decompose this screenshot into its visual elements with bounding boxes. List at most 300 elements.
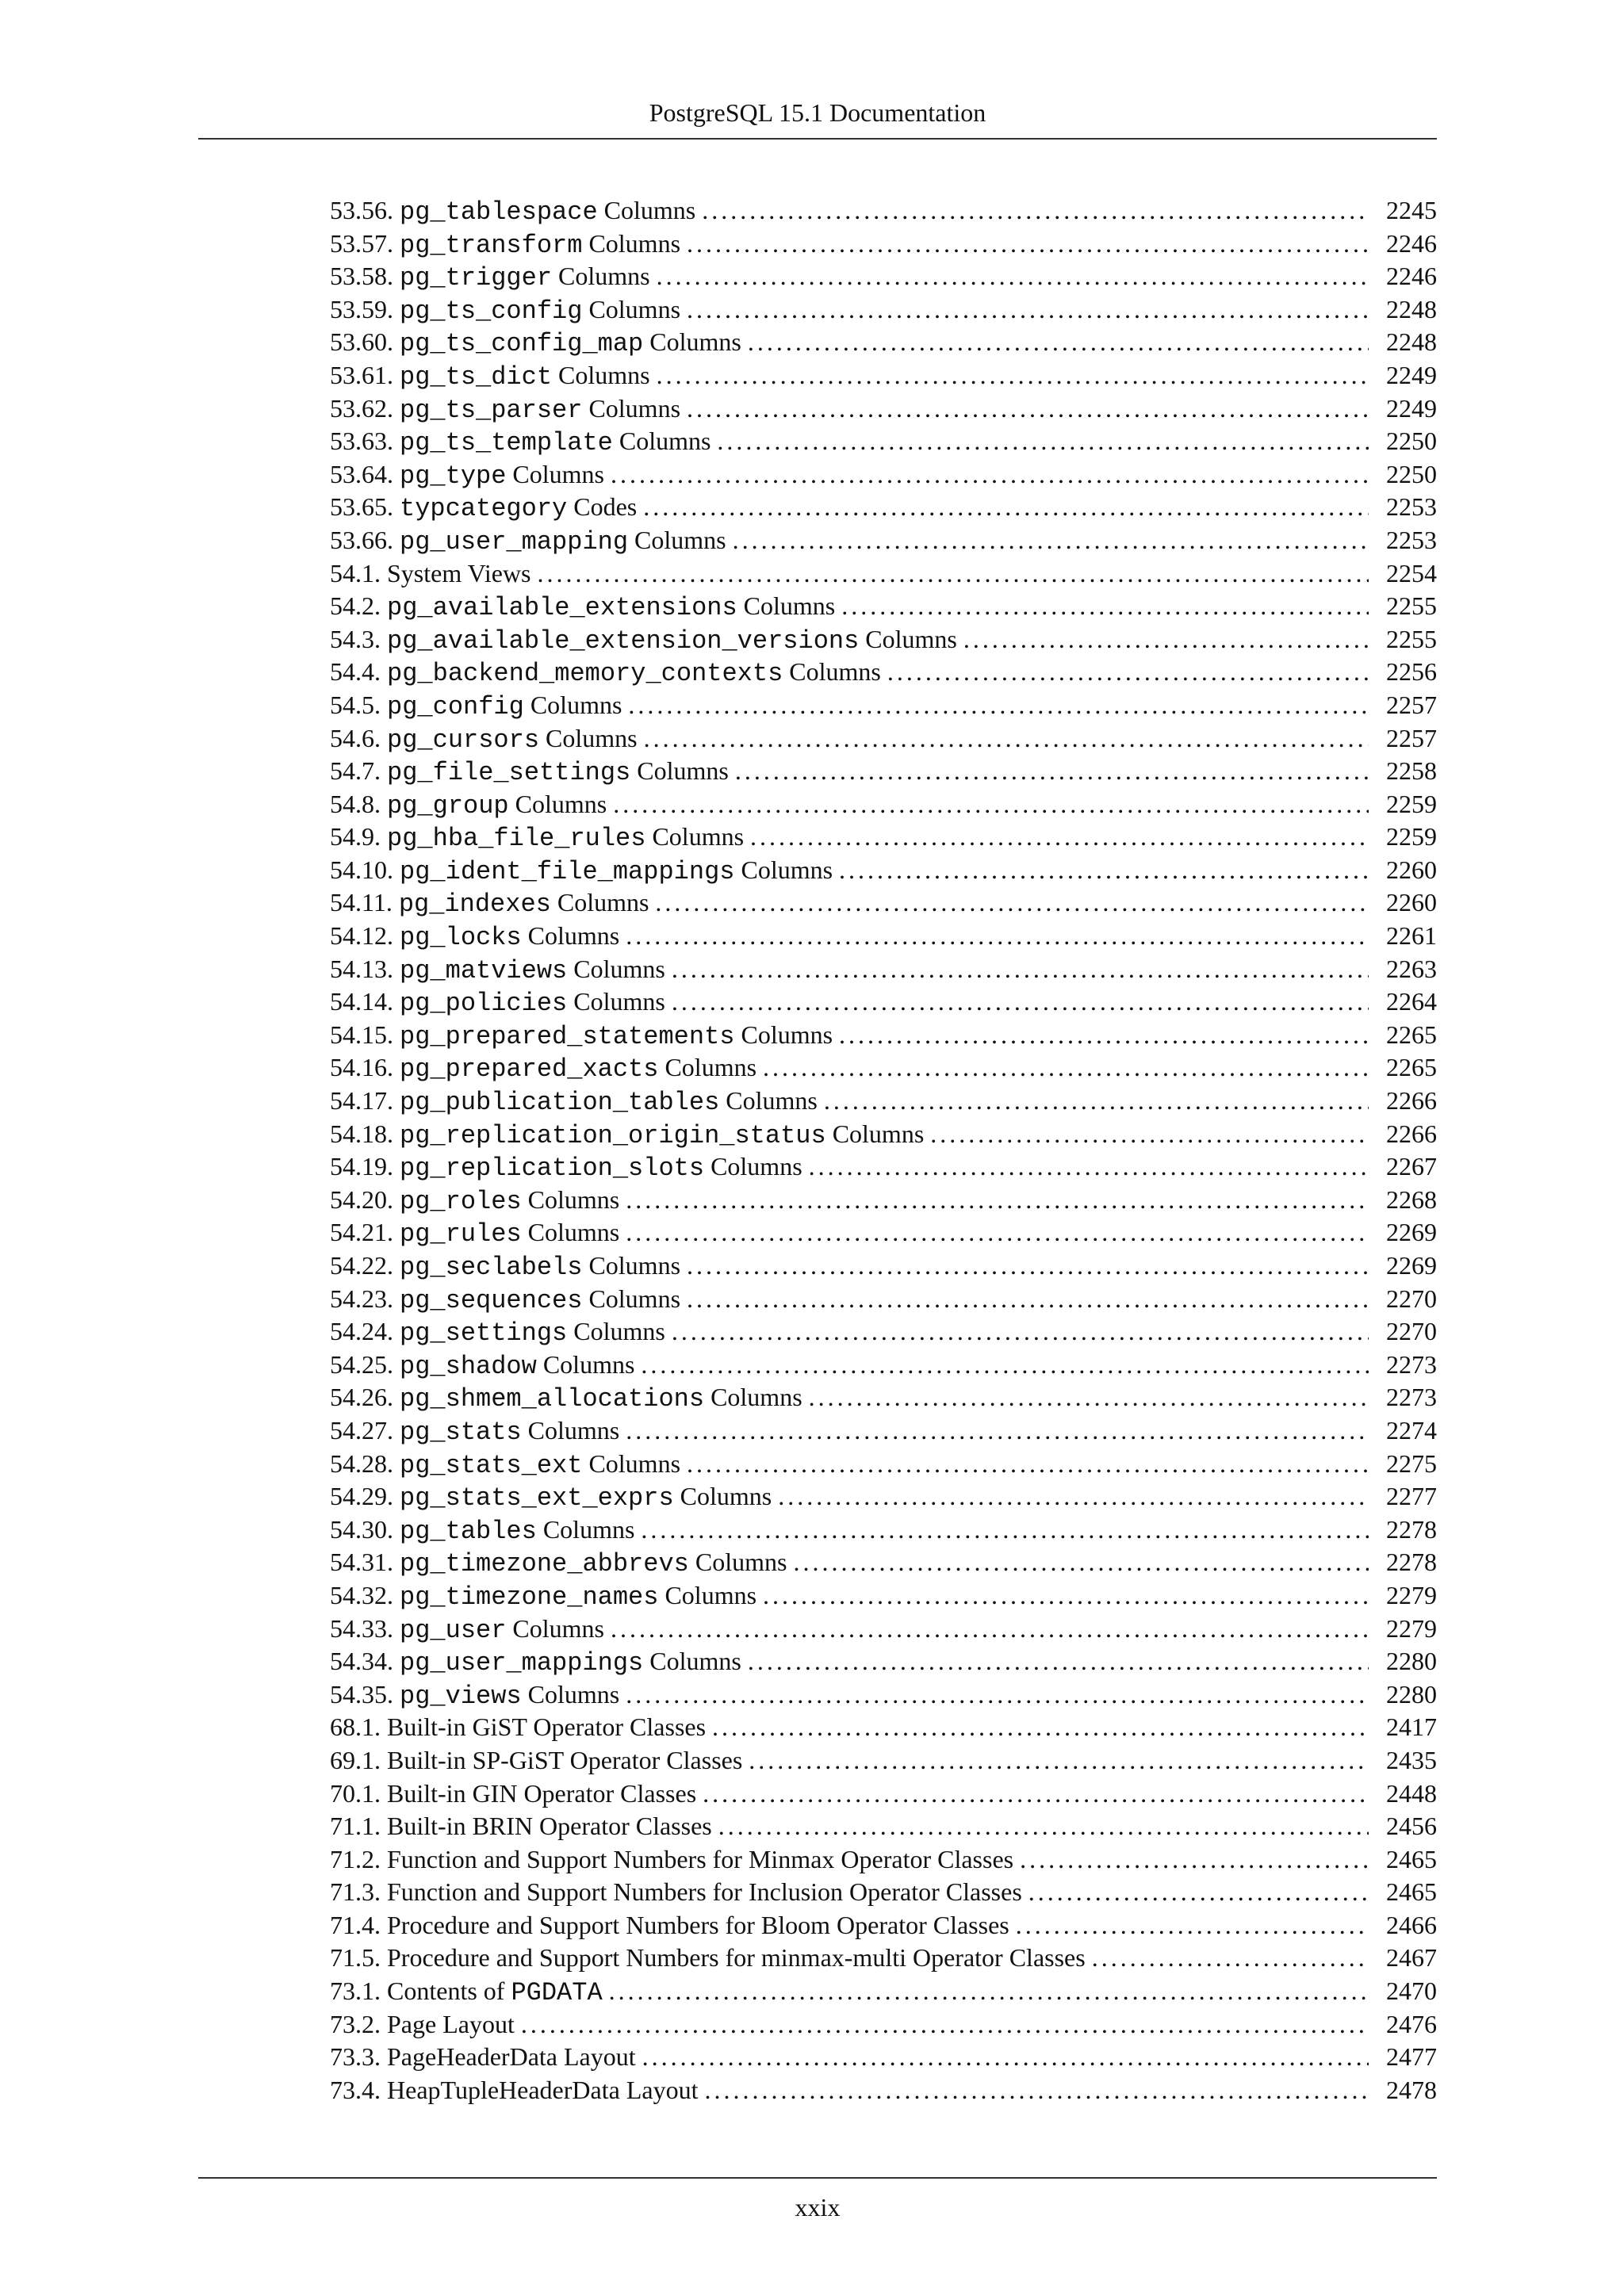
entry-number: 73.3. — [330, 2042, 381, 2072]
entry-title: Built-in GiST Operator Classes — [387, 1712, 707, 1742]
entry-page-number: 2257 — [1386, 690, 1437, 719]
toc-entry[interactable] — [330, 524, 1437, 557]
dot-leader — [718, 1810, 1369, 1843]
dot-leader — [712, 1711, 1369, 1744]
toc-entry[interactable] — [330, 2008, 1437, 2042]
dot-leader — [733, 524, 1369, 557]
page-number: xxix — [795, 2193, 841, 2221]
entry-number: 54.7. — [330, 756, 381, 786]
dot-leader — [963, 623, 1369, 656]
entry-code: pg_trigger — [400, 263, 553, 293]
entry-title: Columns — [588, 1284, 681, 1313]
entry-title: Columns — [649, 1647, 741, 1676]
entry-page-number: 2253 — [1386, 492, 1437, 522]
entry-page-number: 2259 — [1386, 789, 1437, 818]
entry-page-number: 2246 — [1386, 262, 1437, 291]
dot-leader — [687, 392, 1369, 426]
dot-leader — [655, 886, 1369, 920]
entry-number: 53.57. — [330, 228, 393, 258]
dot-leader — [824, 1085, 1369, 1118]
entry-code: pg_settings — [400, 1318, 568, 1349]
entry-number: 73.4. — [330, 2075, 381, 2104]
dot-leader — [626, 1216, 1369, 1249]
dot-leader — [538, 557, 1369, 591]
toc-entry[interactable] — [330, 590, 1437, 623]
entry-title: Columns — [726, 1086, 818, 1115]
entry-title: Columns — [573, 954, 665, 983]
entry-title: Built-in BRIN Operator Classes — [387, 1812, 712, 1841]
toc-entry[interactable] — [330, 1414, 1437, 1448]
toc-entry[interactable] — [330, 293, 1437, 327]
footer-divider — [198, 2177, 1437, 2179]
toc-entry[interactable] — [330, 1216, 1437, 1249]
entry-code: pg_seclabels — [400, 1253, 583, 1282]
entry-code: pg_policies — [400, 989, 568, 1019]
entry-title: Columns — [546, 723, 638, 752]
toc-entry[interactable] — [330, 1975, 1437, 2008]
entry-code: pg_stats_ext — [400, 1450, 583, 1480]
entry-number: 54.16. — [330, 1053, 393, 1082]
entry-page-number: 2253 — [1386, 525, 1437, 554]
entry-number: 54.28. — [330, 1448, 393, 1478]
entry-number: 71.4. — [330, 1910, 381, 1939]
entry-page-number: 2257 — [1386, 723, 1437, 752]
toc-entry[interactable] — [330, 886, 1437, 920]
dot-leader — [611, 1613, 1369, 1646]
entry-page-number: 2273 — [1386, 1349, 1437, 1379]
entry-code: pg_sequences — [400, 1285, 583, 1315]
entry-title: Columns — [588, 393, 681, 423]
entry-number: 54.35. — [330, 1679, 393, 1709]
entry-code: pg_user_mapping — [400, 526, 629, 557]
toc-entry[interactable] — [330, 1480, 1437, 1513]
entry-title: Columns — [743, 591, 836, 621]
dot-leader — [642, 2041, 1369, 2074]
entry-page-number: 2465 — [1386, 1877, 1437, 1907]
dot-leader — [702, 194, 1369, 228]
entry-title: Columns — [588, 228, 681, 258]
dot-leader — [626, 920, 1369, 953]
toc-entry[interactable] — [330, 1909, 1437, 1942]
entry-code: pg_tablespace — [400, 197, 598, 227]
entry-number: 71.5. — [330, 1943, 381, 1973]
entry-title: Columns — [665, 1053, 757, 1082]
dot-leader — [687, 293, 1369, 327]
toc-entry[interactable] — [330, 854, 1437, 887]
entry-code: pg_type — [400, 461, 507, 491]
entry-code: pg_hba_file_rules — [387, 824, 646, 854]
dot-leader — [521, 2008, 1369, 2042]
entry-title: Columns — [573, 1317, 665, 1346]
entry-page-number: 2246 — [1386, 228, 1437, 258]
entry-number: 54.24. — [330, 1317, 393, 1346]
entry-number: 73.1. — [330, 1976, 381, 2006]
toc-entry[interactable] — [330, 1513, 1437, 1547]
entry-code: pg_prepared_xacts — [400, 1054, 659, 1085]
entry-page-number: 2266 — [1386, 1086, 1437, 1115]
entry-title: Page Layout — [387, 2009, 515, 2038]
entry-title: Columns — [652, 822, 745, 851]
entry-number: 54.14. — [330, 987, 393, 1016]
dot-leader — [672, 1315, 1369, 1349]
entry-number: 54.22. — [330, 1251, 393, 1280]
entry-number: 68.1. — [330, 1712, 381, 1742]
entry-code: pg_user — [400, 1615, 507, 1645]
toc-entry[interactable] — [330, 755, 1437, 788]
entry-number: 53.65. — [330, 492, 393, 522]
entry-number: 54.11. — [330, 888, 393, 917]
entry-title: HeapTupleHeaderData Layout — [387, 2075, 699, 2104]
entry-page-number: 2249 — [1386, 360, 1437, 389]
entry-code: pg_matviews — [400, 955, 568, 985]
entry-number: 53.61. — [330, 360, 393, 389]
dot-leader — [643, 491, 1369, 524]
entry-number: 54.21. — [330, 1218, 393, 1247]
entry-page-number: 2248 — [1386, 327, 1437, 357]
entry-code: pg_tables — [400, 1516, 537, 1546]
entry-number: 54.1. — [330, 558, 381, 587]
dot-leader — [841, 590, 1369, 623]
entry-page-number: 2250 — [1386, 459, 1437, 488]
entry-code: pg_user_mappings — [400, 1648, 644, 1678]
entry-page-number: 2470 — [1386, 1976, 1437, 2006]
toc-entry[interactable] — [330, 260, 1437, 293]
entry-code: pg_prepared_statements — [400, 1021, 735, 1051]
toc-entry[interactable] — [330, 1942, 1437, 1975]
running-header — [198, 90, 1437, 140]
dot-leader — [735, 755, 1369, 788]
entry-number: 54.19. — [330, 1152, 393, 1181]
dot-leader — [793, 1546, 1369, 1579]
entry-number: 54.13. — [330, 954, 393, 983]
toc-entry[interactable] — [330, 228, 1437, 261]
table-of-contents-list — [330, 194, 1437, 2107]
toc-entry[interactable] — [330, 623, 1437, 656]
entry-code: pg_locks — [400, 923, 522, 953]
toc-entry[interactable] — [330, 1744, 1437, 1777]
dot-leader — [703, 1777, 1369, 1811]
entry-code: PGDATA — [511, 1978, 603, 2008]
entry-title: Contents of — [387, 1976, 505, 2006]
entry-number: 54.6. — [330, 723, 381, 752]
dot-leader — [641, 1513, 1369, 1547]
entry-page-number: 2256 — [1386, 657, 1437, 687]
toc-entry[interactable] — [330, 788, 1437, 821]
entry-page-number: 2270 — [1386, 1284, 1437, 1313]
entry-page-number: 2280 — [1386, 1679, 1437, 1709]
entry-title: Codes — [573, 492, 638, 522]
toc-entry[interactable] — [330, 722, 1437, 756]
toc-entry[interactable] — [330, 326, 1437, 359]
toc-entry[interactable] — [330, 491, 1437, 524]
dot-leader — [887, 656, 1369, 689]
dot-leader — [748, 326, 1369, 359]
entry-title: Columns — [710, 1383, 802, 1412]
entry-page-number: 2250 — [1386, 427, 1437, 456]
entry-title: System Views — [387, 558, 531, 587]
dot-leader — [778, 1480, 1369, 1513]
toc-entry[interactable] — [330, 953, 1437, 986]
entry-page-number: 2478 — [1386, 2075, 1437, 2104]
entry-number: 54.23. — [330, 1284, 393, 1313]
entry-page-number: 2279 — [1386, 1580, 1437, 1609]
entry-code: pg_transform — [400, 230, 583, 260]
entry-number: 54.18. — [330, 1119, 393, 1148]
toc-entry[interactable] — [330, 1711, 1437, 1744]
entry-number: 54.34. — [330, 1647, 393, 1676]
entry-page-number: 2465 — [1386, 1844, 1437, 1873]
entry-title: Columns — [558, 262, 650, 291]
entry-title: Columns — [603, 196, 696, 224]
entry-code: pg_ident_file_mappings — [400, 856, 735, 886]
toc-entry[interactable] — [330, 1051, 1437, 1085]
dot-leader — [687, 1283, 1369, 1316]
document-title: PostgreSQL 15.1 Documentation — [649, 98, 986, 127]
toc-entry[interactable] — [330, 458, 1437, 492]
dot-leader — [809, 1150, 1369, 1184]
toc-entry[interactable] — [330, 425, 1437, 458]
entry-page-number: 2476 — [1386, 2009, 1437, 2038]
entry-number: 54.20. — [330, 1184, 393, 1214]
entry-number: 54.30. — [330, 1514, 393, 1544]
entry-page-number: 2268 — [1386, 1184, 1437, 1214]
entry-page-number: 2466 — [1386, 1910, 1437, 1939]
entry-code: typcategory — [400, 494, 568, 524]
entry-number: 71.3. — [330, 1877, 381, 1907]
entry-page-number: 2477 — [1386, 2042, 1437, 2072]
toc-entry[interactable] — [330, 985, 1437, 1019]
entry-number: 54.32. — [330, 1580, 393, 1609]
toc-entry[interactable] — [330, 2074, 1437, 2107]
entry-number: 54.8. — [330, 789, 381, 818]
toc-entry[interactable] — [330, 1613, 1437, 1646]
entry-title: Columns — [527, 1679, 620, 1709]
entry-number: 54.4. — [330, 657, 381, 687]
entry-page-number: 2270 — [1386, 1317, 1437, 1346]
entry-title: Columns — [542, 1514, 635, 1544]
entry-code: pg_ts_template — [400, 428, 613, 458]
entry-title: Columns — [527, 921, 620, 951]
entry-number: 54.3. — [330, 624, 381, 653]
entry-title: Columns — [649, 327, 741, 357]
toc-entry[interactable] — [330, 194, 1437, 228]
entry-code: pg_shadow — [400, 1351, 537, 1381]
dot-leader — [1028, 1876, 1369, 1909]
entry-title: Columns — [542, 1349, 635, 1379]
entry-page-number: 2263 — [1386, 954, 1437, 983]
toc-entry[interactable] — [330, 1645, 1437, 1678]
toc-entry[interactable] — [330, 920, 1437, 953]
dot-leader — [809, 1381, 1369, 1414]
entry-page-number: 2254 — [1386, 558, 1437, 587]
entry-code: pg_timezone_abbrevs — [400, 1549, 689, 1579]
entry-page-number: 2266 — [1386, 1119, 1437, 1148]
entry-number: 54.31. — [330, 1548, 393, 1577]
entry-number: 54.5. — [330, 690, 381, 719]
dot-leader — [750, 821, 1369, 854]
entry-title: Columns — [527, 1184, 620, 1214]
dot-leader — [1092, 1942, 1369, 1975]
entry-title: Procedure and Support Numbers for Bloom Operator Classes — [387, 1910, 1009, 1939]
entry-code: pg_ts_config_map — [400, 329, 644, 359]
toc-entry[interactable] — [330, 1448, 1437, 1481]
dot-leader — [839, 1019, 1369, 1052]
entry-number: 73.2. — [330, 2009, 381, 2038]
entry-page-number: 2261 — [1386, 921, 1437, 951]
toc-entry[interactable] — [330, 1777, 1437, 1811]
entry-number: 53.62. — [330, 393, 393, 423]
entry-page-number: 2245 — [1386, 196, 1437, 224]
entry-page-number: 2448 — [1386, 1778, 1437, 1808]
toc-entry[interactable] — [330, 1085, 1437, 1118]
entry-title: Columns — [695, 1548, 787, 1577]
dot-leader — [628, 689, 1369, 722]
toc-entry[interactable] — [330, 1150, 1437, 1184]
entry-page-number: 2278 — [1386, 1514, 1437, 1544]
entry-page-number: 2255 — [1386, 624, 1437, 653]
toc-entry[interactable] — [330, 557, 1437, 591]
dot-leader — [611, 458, 1369, 492]
dot-leader — [613, 788, 1369, 821]
entry-number: 54.2. — [330, 591, 381, 621]
running-footer — [198, 2185, 1437, 2229]
dot-leader — [626, 1414, 1369, 1448]
entry-number: 53.64. — [330, 459, 393, 488]
dot-leader — [717, 425, 1369, 458]
entry-page-number: 2278 — [1386, 1548, 1437, 1577]
entry-page-number: 2435 — [1386, 1745, 1437, 1774]
dot-leader — [657, 260, 1369, 293]
entry-number: 71.1. — [330, 1812, 381, 1841]
entry-code: pg_ts_parser — [400, 395, 583, 425]
entry-number: 54.29. — [330, 1482, 393, 1511]
entry-page-number: 2264 — [1386, 987, 1437, 1016]
toc-entry[interactable] — [330, 689, 1437, 722]
toc-entry[interactable] — [330, 2041, 1437, 2074]
entry-page-number: 2260 — [1386, 888, 1437, 917]
toc-entry[interactable] — [330, 359, 1437, 392]
entry-page-number: 2279 — [1386, 1613, 1437, 1643]
toc-entry[interactable] — [330, 1349, 1437, 1382]
entry-page-number: 2258 — [1386, 756, 1437, 786]
entry-page-number: 2269 — [1386, 1218, 1437, 1247]
dot-leader — [930, 1118, 1369, 1151]
toc-entry[interactable] — [330, 1546, 1437, 1579]
dot-leader — [609, 1975, 1369, 2008]
entry-title: Built-in GIN Operator Classes — [387, 1778, 697, 1808]
entry-page-number: 2274 — [1386, 1415, 1437, 1445]
entry-page-number: 2265 — [1386, 1020, 1437, 1049]
toc-entry[interactable] — [330, 1283, 1437, 1316]
entry-page-number: 2267 — [1386, 1152, 1437, 1181]
entry-title: Columns — [665, 1580, 757, 1609]
entry-page-number: 2277 — [1386, 1482, 1437, 1511]
toc-entry[interactable] — [330, 821, 1437, 854]
entry-number: 69.1. — [330, 1745, 381, 1774]
entry-title: Columns — [530, 690, 622, 719]
toc-entry[interactable] — [330, 1579, 1437, 1613]
entry-code: pg_timezone_names — [400, 1582, 659, 1612]
entry-code: pg_replication_origin_status — [400, 1120, 826, 1150]
entry-code: pg_indexes — [398, 890, 551, 920]
entry-title: PageHeaderData Layout — [387, 2042, 636, 2072]
dot-leader — [657, 359, 1369, 392]
entry-number: 53.59. — [330, 294, 393, 323]
toc-entry[interactable] — [330, 1876, 1437, 1909]
entry-title: Columns — [588, 294, 681, 323]
toc-entry[interactable] — [330, 1184, 1437, 1217]
entry-page-number: 2255 — [1386, 591, 1437, 621]
entry-page-number: 2259 — [1386, 822, 1437, 851]
entry-title: Columns — [637, 756, 729, 786]
entry-page-number: 2456 — [1386, 1812, 1437, 1841]
toc-entry[interactable] — [330, 1678, 1437, 1712]
toc-entry[interactable] — [330, 1118, 1437, 1151]
dot-leader — [687, 228, 1369, 261]
entry-code: pg_available_extension_versions — [387, 626, 860, 656]
entry-number: 54.15. — [330, 1020, 393, 1049]
dot-leader — [749, 1744, 1369, 1777]
entry-title: Columns — [789, 657, 881, 687]
entry-code: pg_stats_ext_exprs — [400, 1483, 674, 1513]
entry-code: pg_shmem_allocations — [400, 1384, 705, 1414]
entry-number: 54.26. — [330, 1383, 393, 1412]
toc-entry[interactable] — [330, 392, 1437, 426]
entry-page-number: 2260 — [1386, 855, 1437, 884]
toc-entry[interactable] — [330, 1249, 1437, 1283]
entry-title: Columns — [865, 624, 957, 653]
entry-number: 54.27. — [330, 1415, 393, 1445]
toc-entry[interactable] — [330, 656, 1437, 689]
entry-title: Columns — [515, 789, 607, 818]
entry-title: Built-in SP-GiST Operator Classes — [387, 1745, 743, 1774]
entry-number: 53.56. — [330, 196, 393, 224]
toc-entry[interactable] — [330, 1843, 1437, 1877]
entry-title: Columns — [619, 427, 711, 456]
entry-number: 70.1. — [330, 1778, 381, 1808]
entry-page-number: 2273 — [1386, 1383, 1437, 1412]
toc-entry[interactable] — [330, 1019, 1437, 1052]
entry-title: Procedure and Support Numbers for minmax-multi Operator Classes — [387, 1943, 1086, 1973]
dot-leader — [687, 1249, 1369, 1283]
entry-code: pg_roles — [400, 1186, 522, 1216]
dot-leader — [687, 1448, 1369, 1481]
entry-title: Columns — [710, 1152, 802, 1181]
entry-code: pg_views — [400, 1681, 522, 1711]
entry-page-number: 2280 — [1386, 1647, 1437, 1676]
entry-page-number: 2275 — [1386, 1448, 1437, 1478]
dot-leader — [672, 985, 1369, 1019]
entry-code: pg_group — [387, 790, 509, 821]
toc-entry[interactable] — [330, 1315, 1437, 1349]
entry-code: pg_ts_dict — [400, 362, 553, 392]
entry-title: Columns — [741, 1020, 833, 1049]
dot-leader — [1020, 1843, 1369, 1877]
dot-leader — [626, 1678, 1369, 1712]
toc-entry[interactable] — [330, 1810, 1437, 1843]
toc-entry[interactable] — [330, 1381, 1437, 1414]
dot-leader — [644, 722, 1369, 756]
entry-title: Columns — [832, 1119, 925, 1148]
entry-title: Columns — [557, 888, 649, 917]
entry-code: pg_stats — [400, 1417, 522, 1447]
entry-code: pg_available_extensions — [387, 593, 737, 623]
dot-leader — [672, 953, 1369, 986]
entry-code: pg_cursors — [387, 725, 540, 755]
entry-title: Columns — [588, 1448, 681, 1478]
dot-leader — [748, 1645, 1369, 1678]
entry-number: 54.9. — [330, 822, 381, 851]
